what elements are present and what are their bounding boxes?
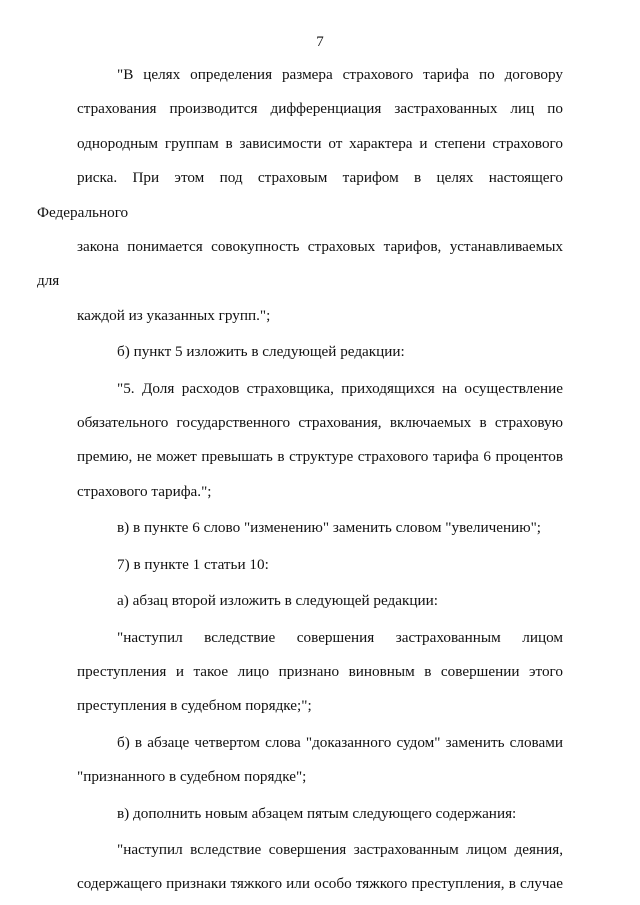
- paragraph: [77, 372, 563, 510]
- text-line: "признанного в судебном порядке";: [77, 768, 307, 786]
- text-line: б) пункт 5 изложить в следующей редакции:: [117, 343, 405, 361]
- text-line: б) в абзаце четвертом слова "доказанного судом" заменить словами: [117, 733, 563, 751]
- text-line: однородным группам в зависимости от характера и степени страхового: [77, 134, 563, 152]
- text-line: "наступил вследствие совершения застрахованным лицом: [117, 628, 563, 646]
- text-line: а) абзац второй изложить в следующей редакции:: [117, 592, 439, 610]
- text-line: обязательного государственного страхования, включаемых в страховую: [77, 414, 563, 432]
- text-line: в) дополнить новым абзацем пятым следующего содержания:: [117, 804, 517, 822]
- text-line: 7) в пункте 1 статьи 10:: [117, 555, 269, 573]
- document-body: [37, 58, 563, 902]
- text-line: премию, не может превышать в структуре страхового тарифа 6 процентов: [77, 448, 563, 466]
- text-line: преступления в судебном порядке;";: [77, 697, 312, 715]
- text-line: "5. Доля расходов страховщика, приходящихся на осуществление: [117, 379, 563, 397]
- paragraph: [77, 511, 563, 545]
- text-line: риска. При этом под страховым тарифом в целях настоящего Федерального: [37, 169, 563, 221]
- text-line: в) в пункте 6 слово "изменению" заменить словом "увеличению";: [117, 519, 542, 537]
- text-line: каждой из указанных групп.";: [77, 306, 271, 324]
- text-line: страхования производится дифференциация застрахованных лиц по: [77, 100, 563, 118]
- paragraph: [37, 58, 563, 333]
- paragraph: [77, 797, 563, 831]
- paragraph: [77, 548, 563, 582]
- text-line: содержащего признаки тяжкого или особо тяжкого преступления, в случае: [77, 875, 563, 893]
- text-line: преступления и такое лицо признано виновным в совершении этого: [77, 662, 563, 680]
- paragraph: [77, 833, 563, 902]
- page-number: 7: [316, 34, 324, 50]
- text-line: "В целях определения размера страхового тарифа по договору: [117, 66, 563, 83]
- paragraph: [77, 726, 563, 795]
- text-line: "наступил вследствие совершения застрахованным лицом деяния,: [117, 840, 563, 858]
- paragraph: [77, 621, 563, 724]
- text-line: закона понимается совокупность страховых тарифов, устанавливаемых для: [37, 238, 563, 290]
- text-line: страхового тарифа.";: [77, 482, 212, 500]
- paragraph: [77, 335, 563, 369]
- paragraph: [77, 584, 563, 618]
